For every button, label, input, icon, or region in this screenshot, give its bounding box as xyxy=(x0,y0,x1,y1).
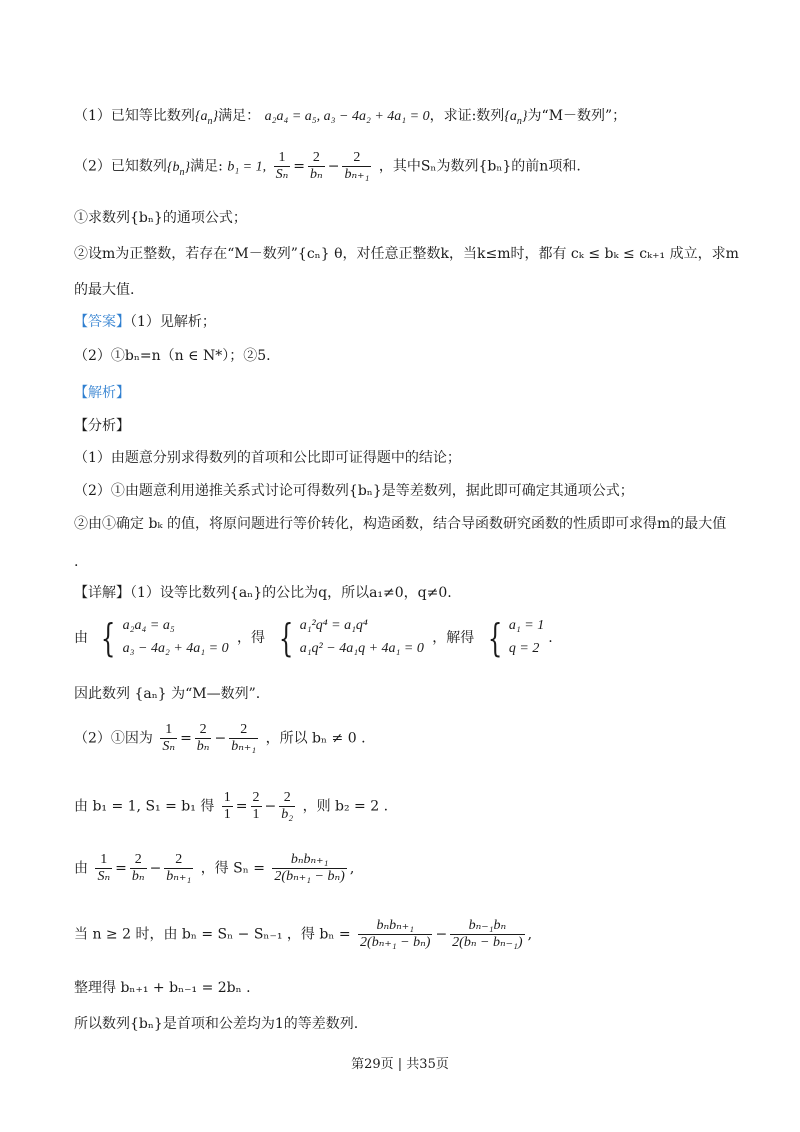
system-3: { a₁ = 1 q = 2 xyxy=(487,615,545,660)
d2-frac-3: $\frac{2}{\text{bₙ₊₁}}$ xyxy=(231,722,257,755)
page-footer: 第29页 | 共35页 xyxy=(351,1057,449,1072)
analysis-label: 【解析】 xyxy=(74,385,130,401)
d2-frac-1: $\frac{1}{\text{Sₙ}}$ xyxy=(162,722,176,755)
system-2: { a₁²q⁴ = a₁q⁴ a₁q² − 4a₁q + 4a₁ = 0 xyxy=(278,615,424,660)
d5-end: , xyxy=(527,926,533,943)
sub-question-1: ①求数列{bₙ}的通项公式； xyxy=(74,210,247,226)
question-2: （2）已知数列$\{b_n\}$满足: b₁ = 1, $\frac{1}{\text{Sₙ}}$ = $\frac{2}{\text{bₙ}}$ − $\frac{2}{\text{bₙ₊₁}}$ ，其中Sₙ为数列{bₙ}的前n项和. xyxy=(74,150,581,183)
d3-suffix: ，则 b₂ = 2 . xyxy=(302,798,389,815)
detail-label: 【详解】 xyxy=(74,585,130,601)
answer-1: （1）见解析； xyxy=(130,314,216,330)
d3-frac-3: $\frac{2}{\text{b₂}}$ xyxy=(281,790,294,823)
d2-frac-2: $\frac{2}{\text{bₙ}}$ xyxy=(196,722,210,755)
q1-cond: 满足： xyxy=(218,108,261,124)
d4-frac-3: $\frac{2}{\text{bₙ₊₁}}$ xyxy=(166,852,192,885)
d4-frac-result: $\frac{\text{bₙbₙ₊₁}}{\text{2(bₙ₊₁ − bₙ)}}$ xyxy=(274,852,345,885)
detail-2-line: （2）①因为 $\frac{1}{\text{Sₙ}}$ = $\frac{2}{\text{bₙ}}$ − $\frac{2}{\text{bₙ₊₁}}$ ，所以 bₙ ≠ 0 . xyxy=(74,722,366,755)
detail-7: 所以数列{bₙ}是首项和公差均为1的等差数列. xyxy=(74,1016,359,1032)
detail-5-line: 当 n ≥ 2 时，由 bₙ = Sₙ − Sₙ₋₁ ，得 bₙ = $\frac{\text{bₙbₙ₊₁}}{\text{2(bₙ₊₁ − bₙ)}}$ − $\frac{\text{bₙ₋₁bₙ}}{\text{2(bₙ − bₙ₋₁)}}$ , xyxy=(74,918,533,951)
detail-3-line: 由 b₁ = 1, S₁ = b₁ 得 $\frac{1}{1}$ = $\frac{2}{1}$ − $\frac{2}{\text{b₂}}$ ，则 b₂ = 2 . xyxy=(74,790,389,823)
q2-prefix: （2）已知数列 xyxy=(74,158,167,175)
q1-suffix: 为“M－数列”； xyxy=(527,108,627,124)
sub-question-2: ②设m为正整数，若存在“M－数列”{cₙ} θ，对任意正整数k，当k≤m时，都有 cₖ ≤ bₖ ≤ cₖ₊₁ 成立，求m xyxy=(74,246,739,262)
q1-prefix: （1）已知等比数列 xyxy=(74,108,195,124)
q2-cond: 满足: xyxy=(190,158,223,175)
fenxi-3-end: . xyxy=(74,554,79,570)
fenxi-label: 【分析】 xyxy=(74,418,130,434)
d4-end: , xyxy=(349,860,355,877)
question-1: （1）已知等比数列$\{a_n\}$满足： a₂a₄ = a₅, a₃ − 4a₂ + 4a₁ = 0，求证:数列$\{a_n\}$为“M－数列”； xyxy=(74,108,627,127)
d5-prefix: 当 n ≥ 2 时，由 bₙ = Sₙ − Sₙ₋₁ ，得 bₙ = xyxy=(74,926,351,943)
d4-prefix: 由 xyxy=(74,860,88,877)
sys-end: . xyxy=(548,629,553,646)
q1-prove: ，求证:数列 xyxy=(429,108,505,124)
conclusion-1: 因此数列 {aₙ} 为“M—数列”. xyxy=(74,686,261,702)
q2-frac-left: $\frac{1}{\text{Sₙ}}$ xyxy=(275,150,289,183)
d3-prefix: 由 b₁ = 1, S₁ = b₁ 得 xyxy=(74,798,215,815)
fenxi-3: ②由①确定 bₖ 的值，将原问题进行等价转化，构造函数，结合导函数研究函数的性质即可求得m的最大值 xyxy=(74,516,727,532)
d4-de: ，得 Sₙ = xyxy=(200,860,265,877)
q2-b1: b₁ = 1, xyxy=(227,159,267,175)
d4-frac-1: $\frac{1}{\text{Sₙ}}$ xyxy=(97,852,111,885)
q2-frac-right: $\frac{2}{\text{bₙ₊₁}}$ xyxy=(344,150,370,183)
q2-suffix: ，其中Sₙ为数列{bₙ}的前n项和. xyxy=(378,158,581,175)
d2-mid: ，所以 bₙ ≠ 0 . xyxy=(265,730,366,747)
detail-6: 整理得 bₙ₊₁ + bₙ₋₁ = 2bₙ . xyxy=(74,980,251,996)
system-1: { a₂a₄ = a₅ a₃ − 4a₂ + 4a₁ = 0 xyxy=(101,615,229,660)
answer-line-1 xyxy=(74,314,216,331)
q2-frac-mid: $\frac{2}{\text{bₙ}}$ xyxy=(310,150,323,183)
fenxi-2: （2）①由题意利用递推关系式讨论可得数列{bₙ}是等差数列，据此即可确定其通项公式； xyxy=(74,483,634,499)
d3-frac-1: $\frac{1}{1}$ xyxy=(223,790,231,823)
answer-label: 【答案】 xyxy=(74,314,130,330)
fenxi-1: （1）由题意分别求得数列的首项和公比即可证得题中的结论； xyxy=(74,450,461,466)
d4-frac-2: $\frac{2}{\text{bₙ}}$ xyxy=(131,852,145,885)
sys-jiede: ，解得 xyxy=(432,629,475,646)
detail-line-1 xyxy=(74,585,452,602)
system-line xyxy=(74,615,553,660)
detail-1: （1）设等比数列{aₙ}的公比为q，所以a₁≠0，q≠0. xyxy=(130,585,452,601)
sys-you: 由 xyxy=(74,629,88,646)
sys-de: ，得 xyxy=(237,629,266,646)
sub-question-2-end: 的最大值. xyxy=(74,282,135,298)
answer-line-2: （2）①bₙ=n（n ∈ N*）；②5. xyxy=(74,348,271,364)
d2-prefix: （2）①因为 xyxy=(74,730,153,747)
d5-frac-1: $\frac{\text{bₙbₙ₊₁}}{\text{2(bₙ₊₁ − bₙ)}}$ xyxy=(360,918,431,951)
detail-4-line: 由 $\frac{1}{\text{Sₙ}}$ = $\frac{2}{\text{bₙ}}$ − $\frac{2}{\text{bₙ₊₁}}$ ，得 Sₙ = $\frac{\text{bₙbₙ₊₁}}{\text{2(bₙ₊₁ − bₙ)}}$ , xyxy=(74,852,355,885)
d3-frac-2: $\frac{2}{1}$ xyxy=(252,790,260,823)
q1-equation: a₂a₄ = a₅, a₃ − 4a₂ + 4a₁ = 0 xyxy=(264,109,430,124)
d5-frac-2: $\frac{\text{bₙ₋₁bₙ}}{\text{2(bₙ − bₙ₋₁)}}$ xyxy=(452,918,523,951)
